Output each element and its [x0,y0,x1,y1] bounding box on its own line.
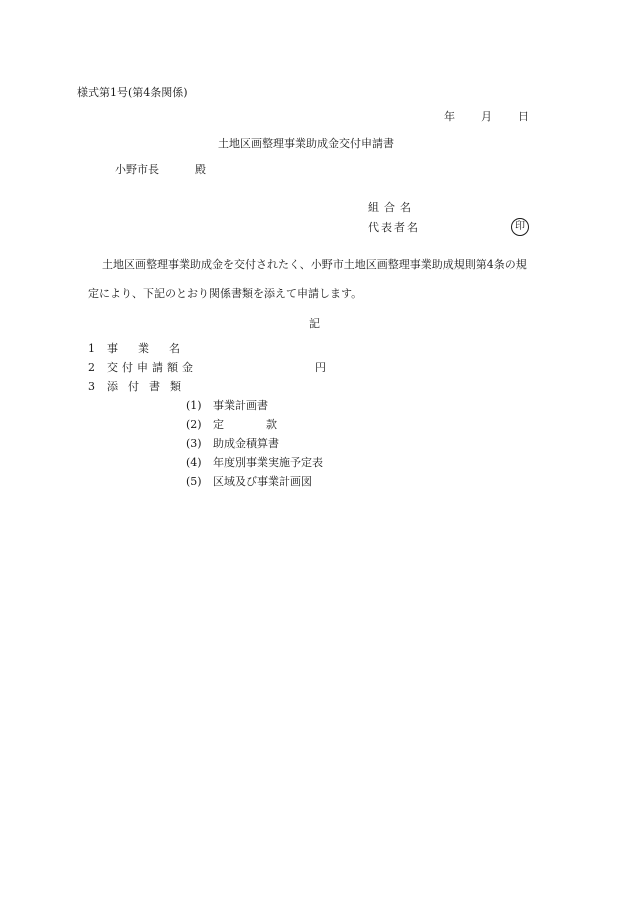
union-name-label: 組合名 [368,201,416,214]
item-attachments [88,381,191,392]
attachment-label: 年度別事業実施予定表 [213,456,323,469]
attachment-number: (4) [186,456,202,469]
form-number: 様式第1号(第4条関係) [77,86,188,99]
document-title: 土地区画整理事業助成金交付申請書 [218,137,394,150]
item-number: 1 [88,342,95,355]
date-year-label: 年 [444,110,455,123]
attachment-number: (1) [186,399,202,412]
body-text-line-2: 定により、下記のとおり関係書類を添えて申請します。 [88,287,363,300]
item-business-name [88,343,200,354]
item-application-amount [88,362,326,373]
attachment-label: 事業計画書 [213,399,268,412]
date-line [444,111,529,122]
attachment-item [186,457,323,468]
attachment-label: 定款 [213,418,319,431]
attachment-label: 助成金積算書 [213,437,279,450]
attachment-item [186,419,319,430]
addressee-honorific: 殿 [195,163,206,176]
attachment-label: 区域及び事業計画図 [213,475,312,488]
attachment-item [186,476,312,487]
seal-stamp-mark: 印 [511,218,529,236]
item-number: 3 [88,380,95,393]
attachment-number: (2) [186,418,202,431]
yen-unit: 円 [315,361,326,374]
addressee [115,164,206,175]
ki-heading: 記 [309,317,320,330]
body-text-line-1: 土地区画整理事業助成金を交付されたく、小野市土地区画整理事業助成規則第4条の規 [102,258,527,271]
item-label: 交付申請額金 [107,361,197,374]
item-label: 事業名 [107,342,200,355]
representative-name-label: 代表者名 [368,221,420,234]
attachment-item [186,400,268,411]
attachment-item [186,438,279,449]
attachment-number: (5) [186,475,202,488]
item-number: 2 [88,361,95,374]
date-month-label: 月 [481,110,492,123]
item-label: 添付書類 [107,380,191,393]
date-day-label: 日 [518,110,529,123]
attachment-number: (3) [186,437,202,450]
addressee-name: 小野市長 [115,163,159,176]
